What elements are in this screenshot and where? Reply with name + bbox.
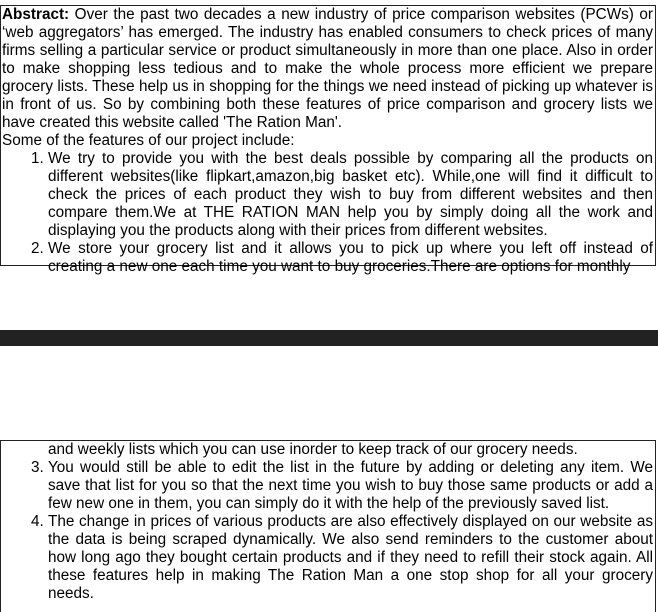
feature-item-3: 3. You would still be able to edit the list in the future by adding or deleting any item. We save that list for you so that the next time you wish to buy those same products or add a few new one in them, you can simply do it with the help of the previously saved list. [48,459,653,513]
abstract-text: Over the past two decades a new industry of price comparison websites (PCWs) or ‘web aggregators’ has emerged. The industry has enabled consumers to check prices of many firms selling a particular service or product simultaneously in more than one place. Also in order to make shopping less tedious and to make the whole process more efficient we prepare grocery lists. These help us in shopping for the things we need instead of picking up whatever is in front of us. So by combining both these features of price comparison and grocery lists we have created this website called 'The Ration Man'. [2,6,653,131]
feature-item-2-continued: and weekly lists which you can use inorder to keep track of our grocery needs. [48,441,578,458]
page-bottom-text-block [0,440,656,612]
page-top-text-block [0,5,656,275]
abstract-paragraph [2,6,653,132]
feature-item-1: 1. We try to provide you with the best deals possible by comparing all the products on different websites(like flipkart,amazon,big basket etc). While,one will find it difficult to check the prices of each product they wish to buy from different websites and then compare them.We at THE RATION MAN help you by simply doing all the work and displaying you the products along with their prices from different websites. [48,150,653,240]
features-intro: Some of the features of our project include: [2,132,295,149]
features-list-bottom [2,459,653,603]
feature-item-2: 2. We store your grocery list and it allows you to pick up where you left off instead of creating a new one each time you want to buy groceries.There are options for monthly [48,240,653,276]
abstract-label: Abstract: [2,6,70,23]
page-separator-bar [0,330,658,346]
features-list-top [2,150,653,276]
feature-item-4: 4. The change in prices of various products are also effectively displayed on our website as the data is being scraped dynamically. We also send reminders to the customer about how long ago they bought certain products and if they need to refill their stock again. All these features help in making The Ration Man a one stop shop for all your grocery needs. [48,513,653,603]
